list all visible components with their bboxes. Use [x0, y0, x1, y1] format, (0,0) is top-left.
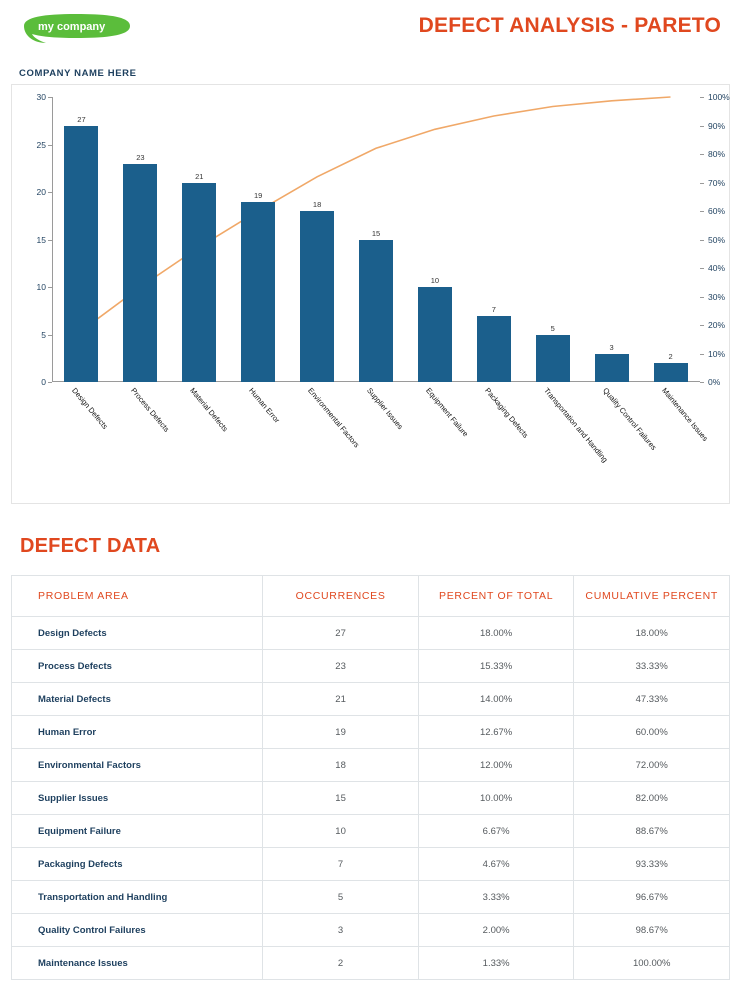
y-axis-left-tick	[48, 382, 52, 383]
y-axis-right-tick	[700, 154, 704, 155]
bar-value-label: 5	[550, 323, 555, 333]
bar-value-label: 23	[136, 152, 145, 162]
cell-cumulative-percent: 96.67%	[574, 881, 730, 914]
cell-occurrences: 5	[263, 881, 419, 914]
column-header-cumulative-percent: CUMULATIVE PERCENT	[574, 576, 730, 617]
x-axis-category-label: Human Error	[247, 386, 282, 425]
cell-cumulative-percent: 33.33%	[574, 650, 730, 683]
cell-occurrences: 18	[263, 749, 419, 782]
cell-cumulative-percent: 18.00%	[574, 617, 730, 650]
y-axis-right-tick-label: 20%	[708, 320, 726, 330]
chart-bar	[595, 342, 629, 383]
cell-occurrences: 23	[263, 650, 419, 683]
section-title-defect-data: DEFECT DATA	[20, 535, 161, 557]
cell-occurrences: 27	[263, 617, 419, 650]
cell-cumulative-percent: 88.67%	[574, 815, 730, 848]
cell-occurrences: 7	[263, 848, 419, 881]
chart-bar	[654, 352, 688, 382]
x-axis-category-label: Design Defects	[70, 386, 111, 431]
cell-percent-of-total: 4.67%	[418, 848, 574, 881]
cell-cumulative-percent: 93.33%	[574, 848, 730, 881]
table-row	[12, 947, 730, 980]
bar-value-label: 21	[195, 171, 204, 181]
cell-problem-area: Equipment Failure	[12, 815, 263, 848]
defect-data-table-wrap	[11, 575, 730, 980]
table-header	[12, 576, 730, 617]
y-axis-left-tick-label: 10	[36, 282, 46, 292]
cell-percent-of-total: 12.67%	[418, 716, 574, 749]
bar-value-label: 18	[312, 200, 322, 209]
cell-problem-area: Environmental Factors	[12, 749, 263, 782]
cell-occurrences: 10	[263, 815, 419, 848]
y-axis-left-tick	[48, 335, 52, 336]
cell-percent-of-total: 2.00%	[418, 914, 574, 947]
column-header-percent-of-total: PERCENT OF TOTAL	[418, 576, 574, 617]
y-axis-right-tick	[700, 211, 704, 212]
table-row	[12, 749, 730, 782]
table-row	[12, 881, 730, 914]
cell-percent-of-total: 1.33%	[418, 947, 574, 980]
cell-cumulative-percent: 47.33%	[574, 683, 730, 716]
y-axis-right-tick	[700, 240, 704, 241]
y-axis-right-tick-label: 40%	[708, 263, 726, 273]
table-row	[12, 815, 730, 848]
company-logo	[18, 12, 136, 48]
cell-occurrences: 2	[263, 947, 419, 980]
chart-bar	[536, 323, 570, 383]
y-axis-left-tick	[48, 287, 52, 288]
table-row	[12, 848, 730, 881]
cell-occurrences: 19	[263, 716, 419, 749]
y-axis-right-tick	[700, 126, 704, 127]
x-axis-category-label: Material Defects	[188, 386, 231, 434]
cell-cumulative-percent: 98.67%	[574, 914, 730, 947]
x-axis-category-label: Packaging Defects	[482, 386, 531, 440]
y-axis-right-tick-label: 0%	[708, 377, 721, 387]
company-name-label: COMPANY NAME HERE	[19, 68, 137, 79]
chart-bar	[359, 228, 393, 383]
cell-problem-area: Process Defects	[12, 650, 263, 683]
table-row	[12, 650, 730, 683]
cell-problem-area: Material Defects	[12, 683, 263, 716]
cell-cumulative-percent: 60.00%	[574, 716, 730, 749]
chart-plot-area	[36, 92, 730, 465]
bar-value-label: 27	[77, 114, 86, 124]
y-axis-right-tick-label: 30%	[708, 291, 726, 302]
y-axis-right-tick	[700, 97, 704, 98]
y-axis-right-tick-label: 70%	[708, 177, 726, 188]
cell-cumulative-percent: 100.00%	[574, 947, 730, 980]
chart-bar	[300, 200, 334, 382]
bar-value-label: 15	[371, 228, 381, 238]
y-axis-left-tick-label: 25	[36, 139, 46, 150]
y-axis-left-tick-label: 15	[36, 234, 46, 245]
chart-bar	[64, 114, 98, 383]
x-axis-category-label: Equipment Failure	[424, 386, 471, 439]
y-axis-right-tick	[700, 325, 704, 326]
cell-problem-area: Quality Control Failures	[12, 914, 263, 947]
bar-value-label: 3	[609, 342, 614, 352]
cell-occurrences: 15	[263, 782, 419, 815]
cell-percent-of-total: 15.33%	[418, 650, 574, 683]
column-header-occurrences: OCCURRENCES	[263, 576, 419, 617]
cell-percent-of-total: 3.33%	[418, 881, 574, 914]
y-axis-right-tick-label: 80%	[708, 149, 726, 159]
defect-data-table	[11, 575, 730, 980]
y-axis-left-tick-label: 30	[36, 92, 46, 102]
cell-cumulative-percent: 72.00%	[574, 749, 730, 782]
x-axis-category-label: Process Defects	[129, 386, 172, 434]
cell-problem-area: Supplier Issues	[12, 782, 263, 815]
cell-occurrences: 21	[263, 683, 419, 716]
table-row	[12, 914, 730, 947]
y-axis-right-tick	[700, 382, 704, 383]
cell-problem-area: Human Error	[12, 716, 263, 749]
y-axis-right-tick-label: 90%	[708, 120, 726, 131]
cell-problem-area: Packaging Defects	[12, 848, 263, 881]
x-axis-category-label: Environmental Factors	[306, 386, 362, 450]
pareto-chart-panel	[11, 84, 730, 504]
column-header-problem-area: PROBLEM AREA	[12, 576, 263, 617]
cell-problem-area: Transportation and Handling	[12, 881, 263, 914]
y-axis-right-tick-label: 60%	[708, 206, 726, 216]
table-row	[12, 617, 730, 650]
cell-occurrences: 3	[263, 914, 419, 947]
y-axis-left-tick-label: 0	[41, 377, 46, 387]
y-axis-left-tick	[48, 97, 52, 98]
bar-value-label: 2	[668, 352, 673, 361]
cell-percent-of-total: 14.00%	[418, 683, 574, 716]
cell-percent-of-total: 6.67%	[418, 815, 574, 848]
table-row	[12, 716, 730, 749]
report-header	[0, 0, 741, 79]
cell-percent-of-total: 10.00%	[418, 782, 574, 815]
cell-cumulative-percent: 82.00%	[574, 782, 730, 815]
table-body	[12, 617, 730, 980]
svg-text:my company: my company	[38, 21, 106, 33]
x-axis-category-label: Quality Control Failures	[600, 386, 659, 452]
page-title: DEFECT ANALYSIS - PARETO	[418, 14, 721, 37]
table-row	[12, 683, 730, 716]
cell-percent-of-total: 12.00%	[418, 749, 574, 782]
y-axis-left-tick-label: 5	[41, 329, 46, 340]
chart-bar	[182, 171, 216, 383]
y-axis-right-tick-label: 50%	[708, 234, 726, 245]
chart-bar	[123, 152, 157, 383]
y-axis-left-tick	[48, 145, 52, 146]
cell-percent-of-total: 18.00%	[418, 617, 574, 650]
y-axis-right-tick-label: 100%	[708, 92, 730, 102]
cell-problem-area: Maintenance Issues	[12, 947, 263, 980]
bar-value-label: 10	[430, 276, 440, 285]
chart-bar	[241, 190, 275, 383]
table-row	[12, 782, 730, 815]
y-axis-left-tick	[48, 240, 52, 241]
y-axis-left-tick-label: 20	[36, 187, 46, 197]
bar-value-label: 7	[491, 304, 496, 314]
x-axis-category-label: Supplier Issues	[365, 386, 405, 432]
x-axis-category-label: Transportation and Handling	[541, 386, 610, 465]
chart-bar	[418, 276, 452, 382]
y-axis-right-tick	[700, 297, 704, 298]
y-axis-right-tick-label: 10%	[708, 348, 726, 359]
y-axis-right-tick	[700, 354, 704, 355]
chart-bar	[477, 304, 511, 383]
y-axis-left-tick	[48, 192, 52, 193]
bar-value-label: 19	[254, 190, 263, 200]
y-axis-right-tick	[700, 268, 704, 269]
table-header-row	[12, 576, 730, 617]
cell-problem-area: Design Defects	[12, 617, 263, 650]
x-axis-category-label: Maintenance Issues	[659, 386, 710, 443]
y-axis-right-tick	[700, 183, 704, 184]
